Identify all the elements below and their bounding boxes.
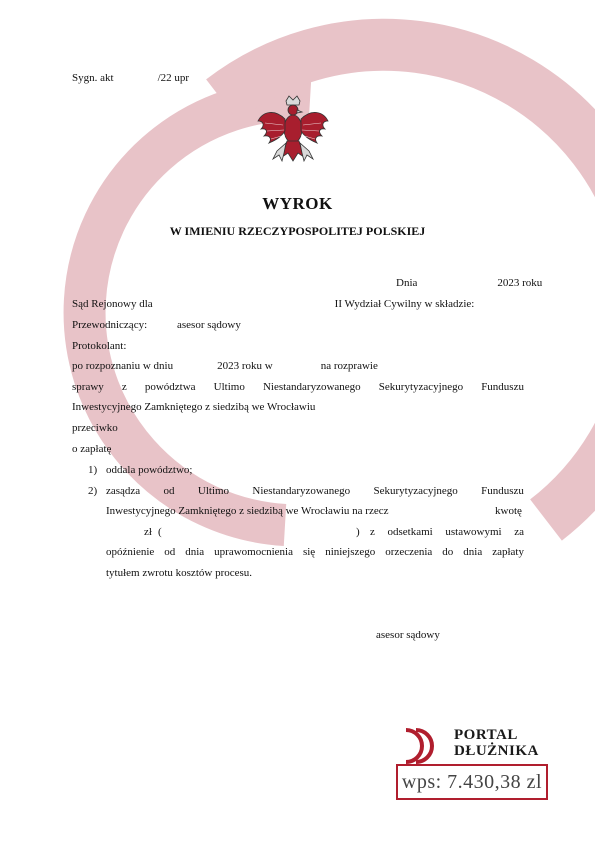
against-label: przeciwko — [72, 422, 118, 434]
document-title: WYROK — [262, 194, 333, 213]
case-signature-prefix: Sygn. akt — [72, 72, 114, 84]
word: ustawowymi — [445, 526, 502, 538]
presiding-label: Przewodniczący: — [72, 319, 148, 331]
redaction — [153, 298, 335, 310]
word: dnia — [463, 546, 483, 558]
word: Funduszu — [481, 485, 524, 497]
judge-signature: asesor sądowy — [376, 629, 440, 641]
redaction — [417, 277, 497, 289]
presiding-line — [72, 318, 147, 332]
ruling-item-2-line-2: Inwestycyjnego Zamkniętego z siedzibą we Wrocławiu na rzecz — [106, 505, 389, 517]
word: Niestandaryzowanego — [252, 485, 351, 497]
wps-amount-badge: wps: 7.430,38 zl — [396, 764, 548, 800]
ruling-currency: zł — [144, 526, 152, 538]
word: Sekurytyzacyjnego — [378, 381, 464, 393]
word: sprawy — [72, 381, 104, 393]
court-suffix: II Wydział Cywilny w składzie: — [334, 298, 475, 310]
court-prefix: Sąd Rejonowy dla — [72, 298, 153, 310]
word: odsetkami — [387, 526, 433, 538]
word: do — [442, 546, 454, 558]
date-suffix: 2023 roku — [497, 277, 543, 289]
judgment-date — [396, 276, 542, 290]
word: zapłaty — [492, 546, 524, 558]
word: dnia — [185, 546, 205, 558]
word: orzeczenia — [385, 546, 433, 558]
document-subtitle: W IMIENIU RZECZYPOSPOLITEJ POLSKIEJ — [169, 224, 426, 238]
word: zasądza — [106, 485, 141, 497]
word: się — [302, 546, 316, 558]
case-line-1 — [72, 380, 524, 394]
hearing-part1: po rozpoznaniu w dniu — [72, 360, 174, 372]
redaction — [173, 360, 217, 372]
word: opóźnienie — [106, 546, 155, 558]
word: z — [370, 526, 375, 538]
word: powództwa — [144, 381, 196, 393]
word: Ultimo — [213, 381, 245, 393]
word: za — [514, 526, 524, 538]
hearing-line — [72, 359, 378, 373]
word: Ultimo — [197, 485, 230, 497]
word: niniejszego — [325, 546, 376, 558]
word: z — [121, 381, 127, 393]
ruling-item-2-line-1 — [106, 484, 524, 498]
hearing-part3: na rozprawie — [320, 360, 378, 372]
presiding-value: asesor sądowy — [177, 319, 241, 331]
ruling-paren-open: ( — [158, 526, 162, 538]
ruling-paren-close: ) — [356, 526, 360, 538]
word: od — [163, 485, 175, 497]
case-signature — [72, 71, 189, 85]
word: Sekurytyzacyjnego — [373, 485, 458, 497]
word: uprawomocnienia — [214, 546, 293, 558]
ruling-item-2-line-3 — [370, 525, 524, 539]
hearing-part2: 2023 roku w — [217, 360, 273, 372]
clerk-label: Protokolant: — [72, 340, 127, 352]
court-line — [72, 297, 474, 311]
word: od — [164, 546, 176, 558]
portal-logo-icon — [400, 724, 440, 764]
case-signature-suffix: /22 upr — [157, 72, 190, 84]
portal-logo-line-1: PORTAL — [454, 727, 518, 743]
subject-label: o zapłatę — [72, 443, 112, 455]
date-prefix: Dnia — [396, 277, 418, 289]
case-line-2: Inwestycyjnego Zamkniętego z siedzibą we Wrocławiu — [72, 401, 316, 413]
word: Funduszu — [481, 381, 524, 393]
redaction — [273, 360, 321, 372]
eagle-emblem-icon — [255, 95, 331, 173]
ruling-item-2-number: 2) — [88, 485, 98, 497]
ruling-item-2-line-5: tytułem zwrotu kosztów procesu. — [106, 567, 253, 579]
ruling-item-1-number: 1) — [88, 464, 98, 476]
ruling-item-1-text: oddala powództwo; — [106, 464, 193, 476]
portal-logo-line-2: DŁUŻNIKA — [454, 743, 539, 759]
word: Niestandaryzowanego — [262, 381, 361, 393]
ruling-item-2-line-2-end: kwotę — [495, 505, 522, 517]
ruling-item-2-line-4 — [106, 545, 524, 559]
redaction — [114, 72, 158, 84]
